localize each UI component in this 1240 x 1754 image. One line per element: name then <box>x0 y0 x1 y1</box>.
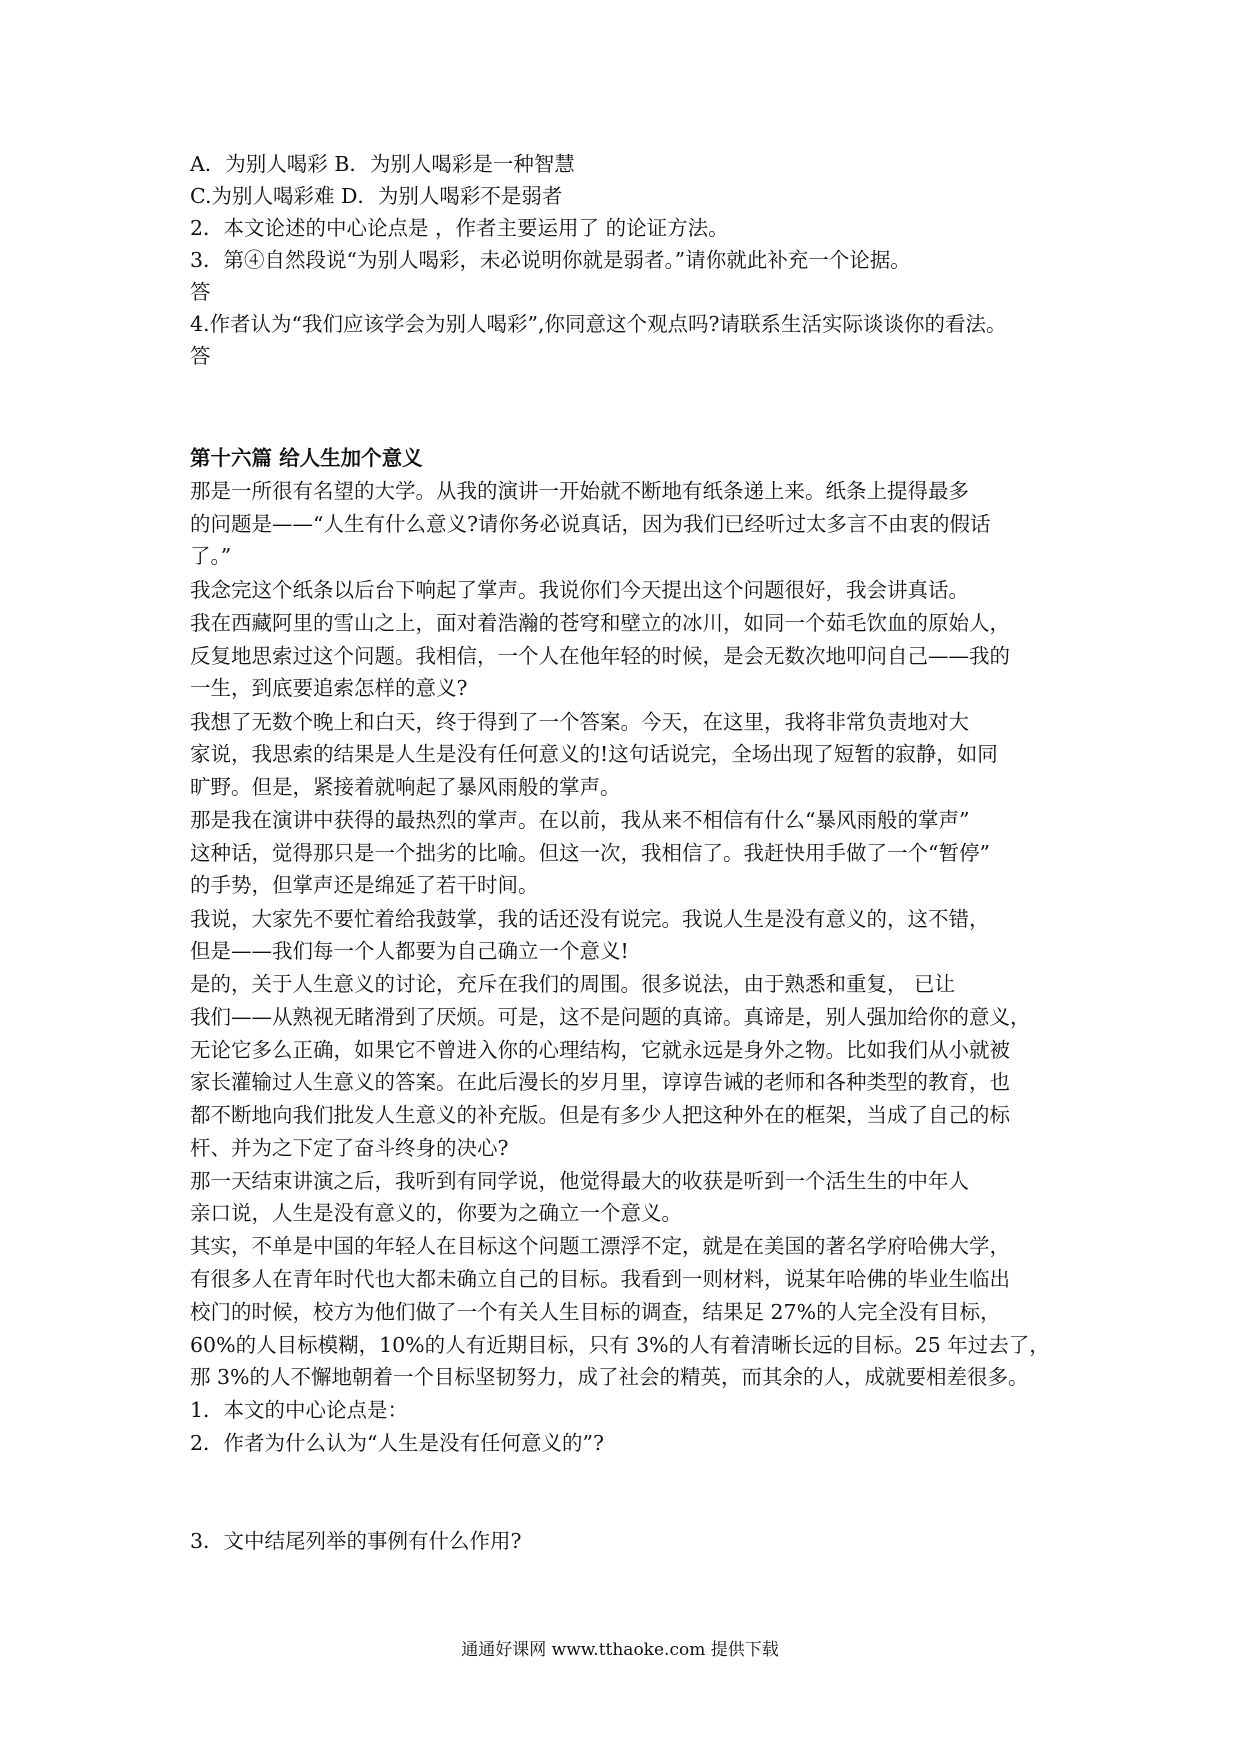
paragraph-line: 那是一所很有名望的大学。从我的演讲一开始就不断地有纸条递上来。纸条上提得最多 <box>190 479 969 503</box>
paragraph-line: 有很多人在青年时代也大都未确立自己的目标。我看到一则材料，说某年哈佛的毕业生临出 <box>190 1267 1010 1291</box>
answer-label: 答 <box>190 280 211 304</box>
paragraph-line: 那是我在演讲中获得的最热烈的掌声。在以前，我从来不相信有什么“暴风雨般的掌声” <box>190 808 970 832</box>
question-2: 2．作者为什么认为“人生是没有任何意义的”? <box>190 1431 604 1455</box>
paragraph-line: 的手势，但掌声还是绵延了若干时间。 <box>190 873 539 897</box>
question-1: 1．本文的中心论点是： <box>190 1398 409 1422</box>
paragraph-line: 但是——我们每一个人都要为自己确立一个意义! <box>190 939 629 963</box>
paragraph-line: 了。” <box>190 544 232 568</box>
page-footer: 通通好课网 www.tthaoke.com 提供下载 <box>461 1640 779 1660</box>
paragraph-line: 那一天结束讲演之后，我听到有同学说，他觉得最大的收获是听到一个活生生的中年人 <box>190 1169 969 1193</box>
paragraph-line: 这种话，觉得那只是一个拙劣的比喻。但这一次，我相信了。我赶快用手做了一个“暂停” <box>190 841 990 865</box>
paragraph-line: 是的，关于人生意义的讨论，充斥在我们的周围。很多说法，由于熟悉和重复， 已让 <box>190 972 956 996</box>
paragraph-line: 其实，不单是中国的年轻人在目标这个问题工漂浮不定，就是在美国的著名学府哈佛大学， <box>190 1234 1010 1258</box>
paragraph-line: 的问题是——“人生有什么意义?请你务必说真话，因为我们已经听过太多言不由衷的假话 <box>190 512 991 536</box>
paragraph-line: 无论它多么正确，如果它不曾进入你的心理结构，它就永远是身外之物。比如我们从小就被 <box>190 1038 1010 1062</box>
paragraph-line: 亲口说，人生是没有意义的，你要为之确立一个意义。 <box>190 1201 682 1225</box>
paragraph-line: 我说，大家先不要忙着给我鼓掌，我的话还没有说完。我说人生是没有意义的，这不错， <box>190 907 990 931</box>
option-line-cd: C.为别人喝彩难 D．为别人喝彩不是弱者 <box>190 184 563 208</box>
paragraph-line: 我在西藏阿里的雪山之上，面对着浩瀚的苍穹和壁立的冰川，如同一个茹毛饮血的原始人， <box>190 611 1010 635</box>
paragraph-line: 家说，我思索的结果是人生是没有任何意义的!这句话说完，全场出现了短暂的寂静，如同 <box>190 742 998 766</box>
paragraph-line: 杆、并为之下定了奋斗终身的决心? <box>190 1136 509 1160</box>
answer-label: 答 <box>190 344 211 368</box>
paragraph-line: 校门的时候，校方为他们做了一个有关人生目标的调查，结果足 27%的人完全没有目标， <box>190 1300 1001 1324</box>
option-line-ab: A．为别人喝彩 B．为别人喝彩是一种智慧 <box>190 152 575 176</box>
paragraph-line: 家长灌输过人生意义的答案。在此后漫长的岁月里，谆谆告诫的老师和各种类型的教育，也 <box>190 1070 1010 1094</box>
question-3: 3．文中结尾列举的事例有什么作用? <box>190 1529 522 1553</box>
paragraph-line: 60%的人目标模糊，10%的人有近期目标，只有 3%的人有着清晰长远的目标。25 年过去了， <box>190 1333 1050 1357</box>
paragraph-line: 旷野。但是，紧接着就响起了暴风雨般的掌声。 <box>190 775 621 799</box>
question-4: 4.作者认为“我们应该学会为别人喝彩”,你同意这个观点吗?请联系生活实际谈谈你的看法。 <box>190 312 1007 336</box>
paragraph-line: 我们——从熟视无睹滑到了厌烦。可是，这不是问题的真谛。真谛是，别人强加给你的意义， <box>190 1005 1031 1029</box>
article-title: 第十六篇 给人生加个意义 <box>190 446 423 470</box>
paragraph-line: 我念完这个纸条以后台下响起了掌声。我说你们今天提出这个问题很好，我会讲真话。 <box>190 578 969 602</box>
paragraph-line: 都不断地向我们批发人生意义的补充版。但是有多少人把这种外在的框架，当成了自己的标 <box>190 1103 1010 1127</box>
paragraph-line: 我想了无数个晚上和白天，终于得到了一个答案。今天，在这里，我将非常负责地对大 <box>190 710 969 734</box>
paragraph-line: 反复地思索过这个问题。我相信，一个人在他年轻的时候，是会无数次地叩问自己——我的 <box>190 644 1010 668</box>
paragraph-line: 那 3%的人不懈地朝着一个目标坚韧努力，成了社会的精英，而其余的人，成就要相差很多。 <box>190 1365 1029 1389</box>
question-2: 2．本文论述的中心论点是 ，作者主要运用了 的论证方法。 <box>190 216 729 240</box>
question-3: 3．第④自然段说“为别人喝彩，未必说明你就是弱者。”请你就此补充一个论据。 <box>190 248 911 272</box>
paragraph-line: 一生，到底要追索怎样的意义? <box>190 676 468 700</box>
